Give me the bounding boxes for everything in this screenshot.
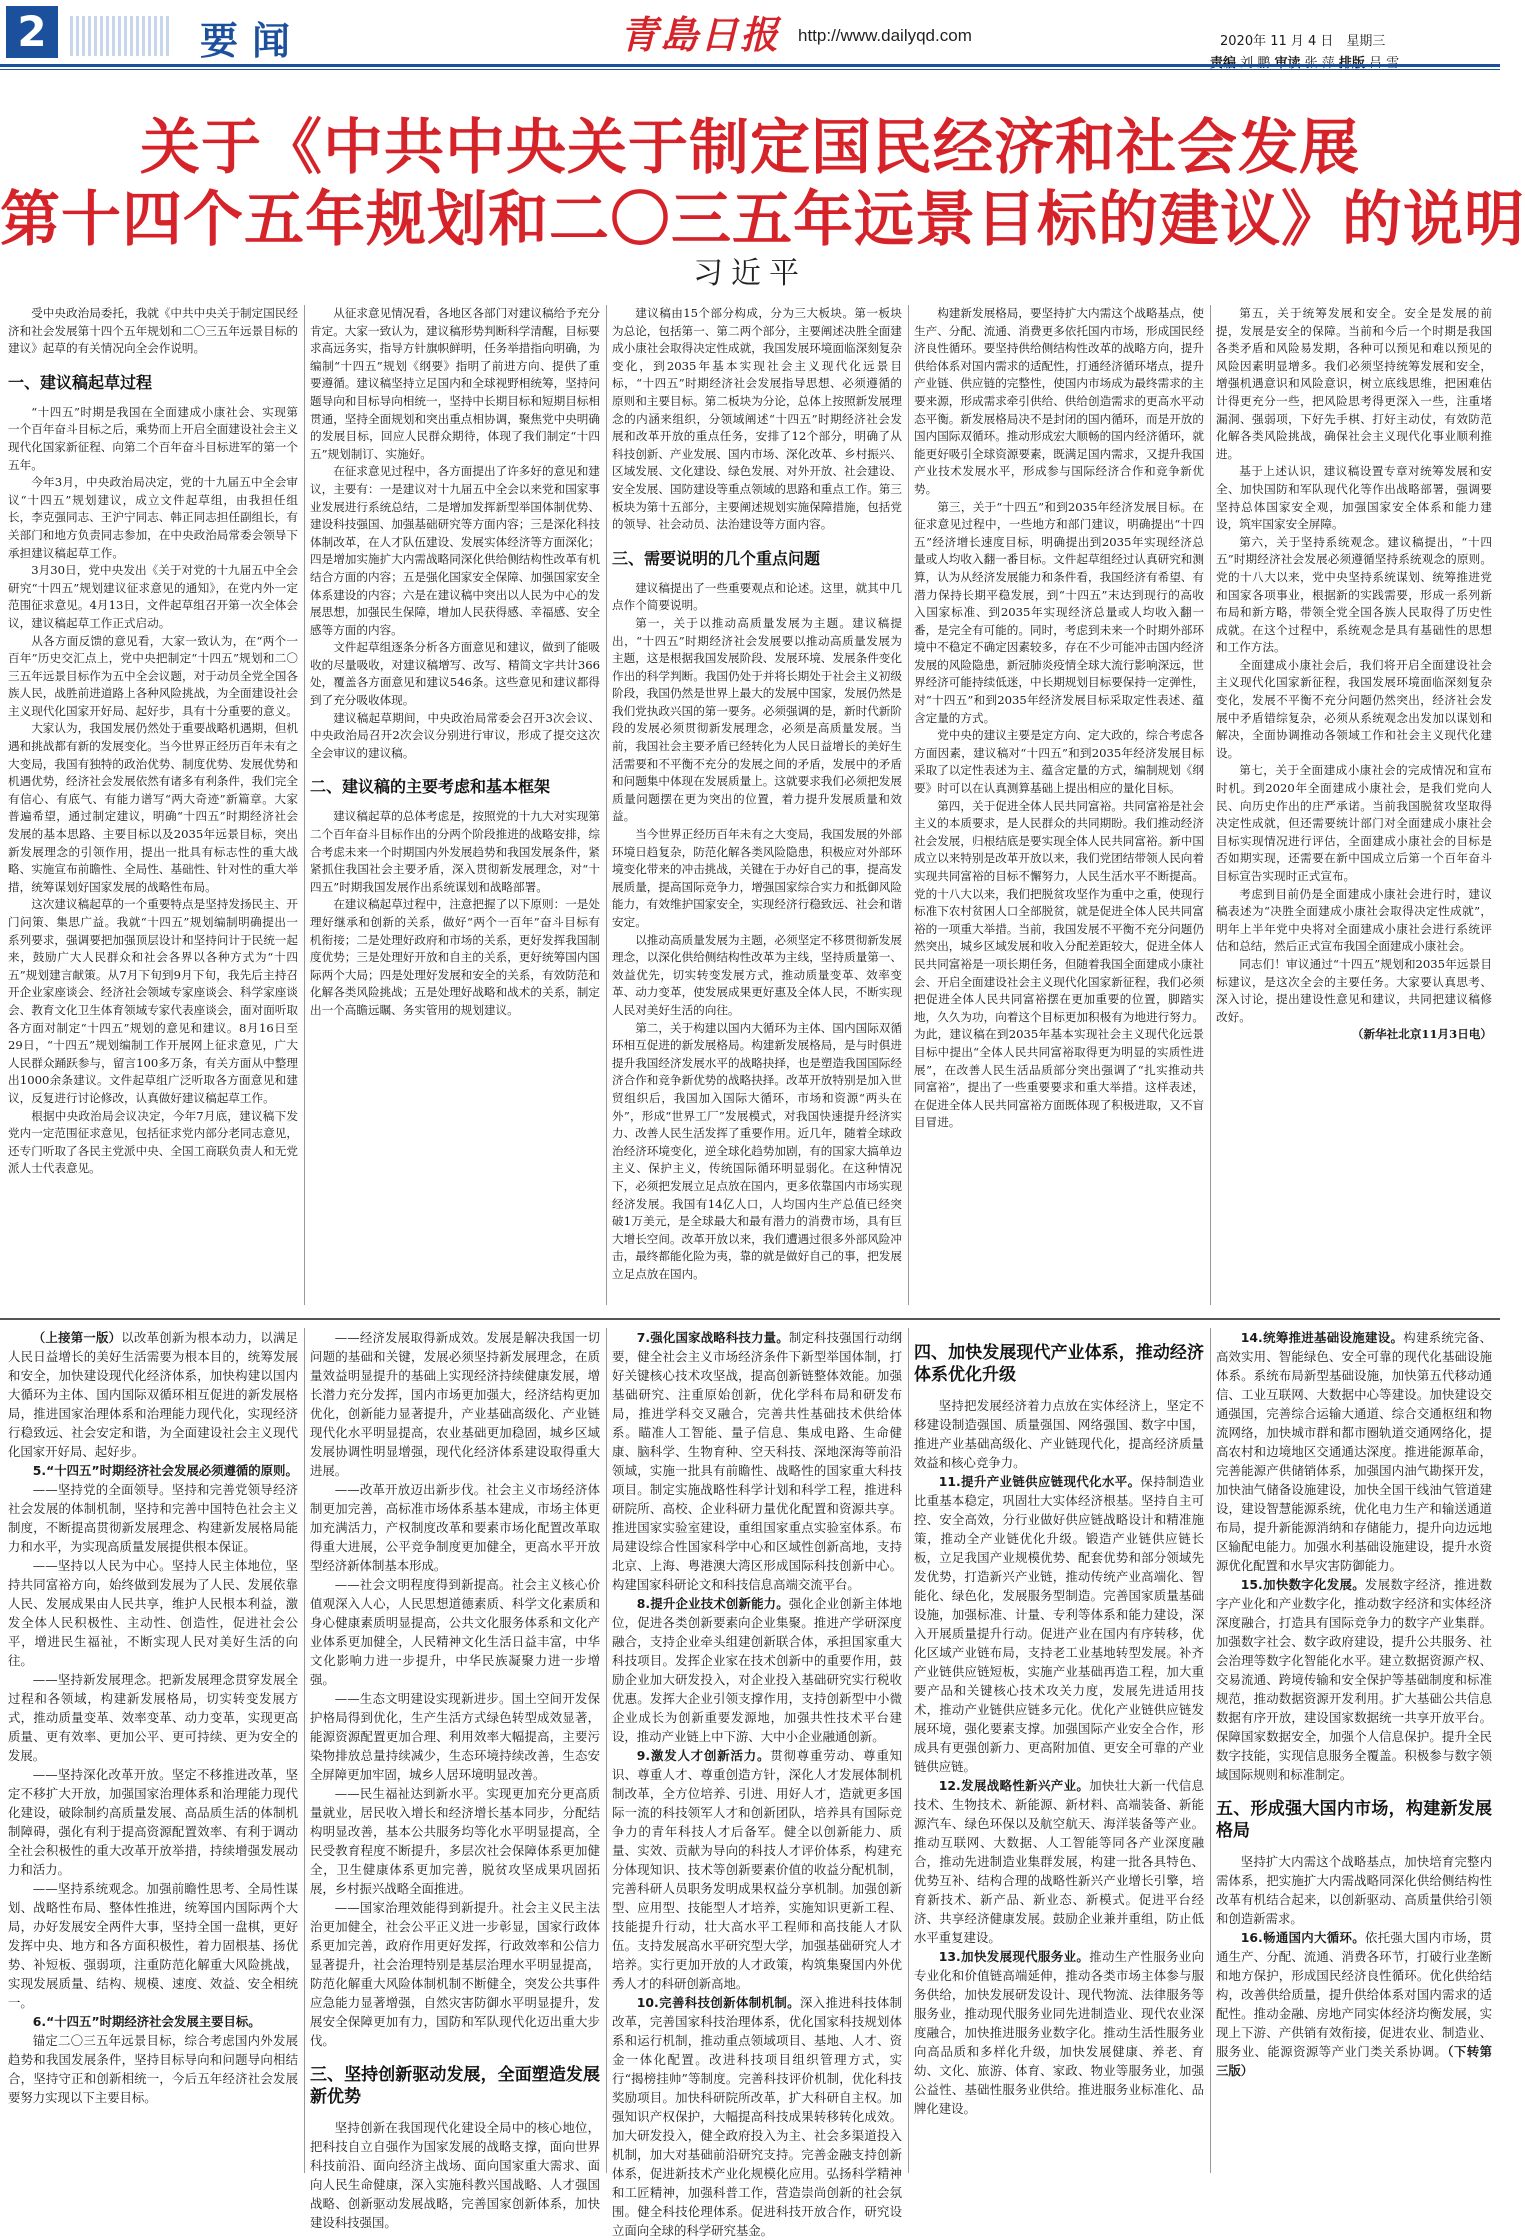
paragraph: 基于上述认识，建议稿设置专章对统筹发展和安全、加快国防和军队现代化等作出战略部署，强调要坚持总体国家安全观，加强国家安全体系和能力建设，筑牢国家安全屏障。 — [1216, 464, 1492, 532]
paragraph-text: 加快壮大新一代信息技术、生物技术、新能源、新材料、高端装备、新能源汽车、绿色环保以及航空航天、海洋装备等产业。推动互联网、大数据、人工智能等同各产业深度融合，推动先进制造业集群发展，构建一批各具特色、优势互补、结构合理的战略性新兴产业增长引擎，培育新技术、新产品、新业态、新模式。促进平台经济、共享经济健康发展。鼓励企业兼并重组，防止低水平重复建设。 — [914, 1778, 1204, 1945]
paragraph: ——坚持新发展理念。把新发展理念贯穿发展全过程和各领域，构建新发展格局，切实转变发展方式，推动质量变革、效率变革、动力变革，实现更高质量、更有效率、更加公平、更可持续、更为安全的发展。 — [8, 1672, 298, 1763]
section-heading: 四、加快发展现代产业体系，推动经济体系优化升级 — [914, 1343, 1204, 1385]
paragraph: 第一，关于以推动高质量发展为主题。建议稿提出，“十四五”时期经济社会发展要以推动高质量发展为主题，这是根据我国发展阶段、发展环境、发展条件变化作出的科学判断。我国仍处于并将长期处于社会主义初级阶段，我国仍然是世界上最大的发展中国家，发展仍然是我们党执政兴国的第一要务。必须强调的是，新时代新阶段的发展必须贯彻新发展理念，必须是高质量发展。当前，我国社会主要矛盾已经转化为人民日益增长的美好生活需要和不平衡不充分的发展之间的矛盾，发展中的矛盾和问题集中体现在发展质量上。这就要求我们必须把发展质量问题摆在更为突出的位置，着力提升发展质量和效益。 — [612, 615, 902, 824]
paragraph: 这次建议稿起草的一个重要特点是坚持发扬民主、开门问策、集思广益。我就“十四五”规划编制明确提出一系列要求，强调要把加强顶层设计和坚持问计于民统一起来，鼓励广大人民群众和社会各界以各种方式为“十四五”规划建言献策。从7月下旬到9月下旬，我先后主持召开企业家座谈会、经济社会领域专家座谈会、科学家座谈会、教育文化卫生体育领域专家代表座谈会，面对面听取各方面对制定“十四五”规划的意见和建议。8月16日至29日，“十四五”规划编制工作开展网上征求意见，广大人民群众踊跃参与，留言100多万条，有关方面从中整理出1000余条建议。文件起草组广泛听取各方面意见和建议，反复进行讨论修改，认真做好建议稿起草工作。 — [8, 897, 298, 1105]
column-divider — [304, 1328, 305, 2173]
newspaper-logo: 青島日报 — [620, 12, 781, 57]
paragraph: 大家认为，我国发展仍然处于重要战略机遇期，但机遇和挑战都有新的发展变化。当今世界正经历百年未有之大变局，我国有独特的政治优势、制度优势、发展优势和机遇优势，经济社会发展依然有诸多有利条件，我们完全有信心、有底气、有能力谱写“两大奇迹”新篇章。大家普遍希望，通过制定建议，明确“十四五”时期经济社会发展的基本思路、主要目标以及2035年远景目标，突出新发展理念的引领作用，提出一批具有标志性的重大战略、实施宣布前瞻性、全局性、基础性、针对性的重大举措，统筹谋划好国家发展的战略性布局。 — [8, 721, 298, 894]
newspaper-url[interactable]: http://www.dailyqd.com — [798, 26, 972, 45]
paragraph: 第七，关于全面建成小康社会的完成情况和宣布时机。到2020年全面建成小康社会，是我们党向人民、向历史作出的庄严承诺。当前我国脱贫攻坚取得决定性成就，但还需要统计部门对全面建成小康社会目标实现情况进行评估，全面建成小康社会的目标是否如期实现，还需要在新中国成立后第一个百年奋斗目标宣告实现时正式宣布。 — [1216, 763, 1492, 883]
paragraph-text: 贯彻尊重劳动、尊重知识、尊重人才、尊重创造方针，深化人才发展体制机制改革，全方位培养、引进、用好人才，造就更多国际一流的科技领军人才和创新团队，培养具有国际竞争力的青年科技人才后备军。健全以创新能力、质量、实效、贡献为导向的科技人才评价体系，构建充分体现知识、技术等创新要素价值的收益分配机制，完善科研人员职务发明成果权益分享机制。加强创新型、应用型、技能型人才培养，实施知识更新工程、技能提升行动，壮大高水平工程师和高技能人才队伍。支持发展高水平研究型大学，加强基础研究人才培养。实行更加开放的人才政策，构筑集聚国内外优秀人才的科研创新高地。 — [612, 1748, 902, 1991]
continuation-column-4 — [914, 1328, 1204, 2173]
column-divider — [908, 1328, 909, 2173]
paragraph: ——改革开放迈出新步伐。社会主义市场经济体制更加完善，高标准市场体系基本建成，市场主体更加充满活力，产权制度改革和要素市场化配置改革取得重大进展，公平竞争制度更加健全，更高水平开放型经济新体制基本形成。 — [310, 1482, 600, 1573]
article-column-2 — [310, 305, 600, 1305]
paragraph: 受中央政治局委托，我就《中共中央关于制定国民经济和社会发展第十四个五年规划和二〇三五年远景目标的建议》起草的有关情况向全会作说明。 — [8, 306, 298, 356]
paragraph: ——坚持党的全面领导。坚持和完善党领导经济社会发展的体制机制，坚持和完善中国特色社会主义制度，不断提高贯彻新发展理念、构建新发展格局能力和水平，为实现高质量发展提供根本保证。 — [8, 1482, 298, 1554]
paragraph — [612, 1594, 902, 1746]
paragraph: 3月30日，党中央发出《关于对党的十九届五中全会研究“十四五”规划建议征求意见的通知》，在党内外一定范围征求意见。4月13日，文件起草组召开第一次全体会议，建议稿起草工作正式启动。 — [8, 563, 298, 630]
section-title: 要闻 — [200, 19, 305, 63]
paragraph: 今年3月，中央政治局决定，党的十九届五中全会审议“十四五”规划建议，成立文件起草组，由我担任组长，李克强同志、王沪宁同志、韩正同志担任副组长，有关部门和地方负责同志参加，在中央政治局常委会领导下承担建议稿起草工作。 — [8, 475, 298, 560]
section-heading: 五、形成强大国内市场，构建新发展格局 — [1216, 1799, 1492, 1841]
subsection-label: 9.激发人才创新活力。 — [636, 1748, 771, 1763]
article-column-4 — [914, 305, 1204, 1305]
paragraph — [914, 1947, 1204, 2118]
section-heading: 二、建议稿的主要考虑和基本框架 — [310, 777, 551, 797]
paragraph: 建议稿提出了一些重要观点和论述。这里，就其中几点作个简要说明。 — [612, 580, 902, 613]
subsection-label: 8.提升企业技术创新能力。 — [636, 1596, 789, 1611]
paragraph: 文件起草组逐条分析各方面意见和建议，做到了能吸收的尽量吸收，对建议稿增写、改写、精简文字共计366处，覆盖各方面意见和建议546条。这些意见和建议都得到了充分吸收体现。 — [310, 640, 600, 708]
paragraph — [1216, 1328, 1492, 1575]
subsection-label: 6.“十四五”时期经济社会发展主要目标。 — [32, 2014, 261, 2029]
paragraph: 在建议稿起草过程中，注意把握了以下原则：一是处理好继承和创新的关系，做好“两个一百年”奋斗目标有机衔接；二是处理好政府和市场的关系，更好发挥我国制度优势；三是处理好开放和自主的关系，更好统筹国内国际两个大局；四是处理好发展和安全的关系，有效防范和化解各类风险挑战；五是处理好战略和战术的关系，制定出一个高瞻远瞩、务实管用的规划建议。 — [310, 897, 600, 1017]
section-heading: 一、建议稿起草过程 — [8, 372, 153, 392]
article-column-3 — [612, 305, 902, 1305]
column-divider — [1210, 1328, 1211, 2173]
subsection-label: 16.畅通国内大循环。 — [1240, 1930, 1365, 1945]
subsection-label: 7.强化国家战略科技力量。 — [636, 1330, 789, 1345]
article-column-5 — [1216, 305, 1492, 1305]
continued-from-label: （上接第一版） — [32, 1330, 122, 1345]
paragraph: 第三，关于“十四五”和到2035年经济发展目标。在征求意见过程中，一些地方和部门建议，明确提出“十四五”经济增长速度目标，明确提出到2035年实现经济总量或人均收入翻一番目标。文件起草组经过认真研究和测算，认为从经济发展能力和条件看，我国经济有希望、有潜力保持长期平稳发展，到“十四五”末达到现行的高收入国家标准、到2035年实现经济总量或人均收入翻一番，是完全有可能的。同时，考虑到未来一个时期外部环境中不稳定不确定因素较多，存在不少可能冲击国内经济发展的风险隐患，新冠肺炎疫情全球大流行影响深远，世界经济可能持续低迷，中长期规划目标要保持一定弹性，对“十四五”和到2035年经济发展目标采取定性表述、蕴含定量的方式。 — [914, 499, 1204, 725]
paragraph: 建议稿起草的总体考虑是，按照党的十九大对实现第二个百年奋斗目标作出的分两个阶段推进的战略安排，综合考虑未来一个时期国内外发展趋势和我国发展条件，紧紧抓住我国社会主要矛盾，深入贯彻新发展理念，对“十四五”时期我国发展作出系统谋划和战略部署。 — [310, 809, 600, 894]
article-title-line-1: 关于《中共中央关于制定国民经济和社会发展 — [140, 113, 1360, 183]
paragraph: 考虑到目前仍是全面建成小康社会进行时，建议稿表述为“决胜全面建成小康社会取得决定性成就”，明年上半年党中央将对全面建成小康社会进行系统评估和总结，然后正式宣布我国全面建成小康社会。 — [1216, 886, 1492, 954]
subsection-label: 14.统筹推进基础设施建设。 — [1240, 1330, 1404, 1345]
paragraph-text: 强化企业创新主体地位，促进各类创新要素向企业集聚。推进产学研深度融合，支持企业牵头组建创新联合体，承担国家重大科技项目。发挥企业家在技术创新中的重要作用，鼓励企业加大研发投入，对企业投入基础研究实行税收优惠。发挥大企业引领支撑作用，支持创新型中小微企业成长为创新重要发源地，加强共性技术平台建设，推动产业链上中下游、大中小企业融通创新。 — [612, 1596, 902, 1744]
paragraph: 同志们！审议通过“十四五”规划和2035年远景目标建议，是这次全会的主要任务。大家要认真思考、深入讨论，提出建设性意见和建议，共同把建议稿修改好。 — [1216, 956, 1492, 1024]
section-decoration — [70, 16, 170, 56]
issue-date: 2020年 11 月 4 日 星期三 — [1220, 34, 1386, 49]
paragraph: 锚定二〇三五年远景目标，综合考虑国内外发展趋势和我国发展条件，坚持目标导向和问题导向相结合，坚持守正和创新相统一，今后五年经济社会发展要努力实现以下主要目标。 — [8, 2033, 298, 2105]
paragraph: “十四五”时期是我国在全面建成小康社会、实现第一个百年奋斗目标之后，乘势而上开启全面建设社会主义现代化国家新征程、向第二个百年奋斗目标进军的第一个五年。 — [8, 404, 298, 472]
paragraph: 坚持创新在我国现代化建设全局中的核心地位，把科技自立自强作为国家发展的战略支撑，面向世界科技前沿、面向经济主战场、面向国家重大需求、面向人民生命健康，深入实施科教兴国战略、人才强国战略、创新驱动发展战略，完善国家创新体系，加快建设科技强国。 — [310, 2120, 600, 2230]
column-divider — [908, 305, 909, 1305]
paragraph: 从各方面反馈的意见看，大家一致认为，在“两个一百年”历史交汇点上，党中央把制定“十四五”规划和二〇三五年远景目标作为五中全会议题，对于动员全党全国各族人民，战胜前进道路上各种风险挑战，为全面建设社会主义现代化国家开好局、起好步，具有十分重要的意义。 — [8, 633, 298, 718]
article-author: 习近平 — [693, 256, 807, 291]
page-number: 2 — [6, 6, 58, 58]
paragraph: 第四，关于促进全体人民共同富裕。共同富裕是社会主义的本质要求，是人民群众的共同期盼。我们推动经济社会发展，归根结底是要实现全体人民共同富裕。新中国成立以来特别是改革开放以来，我们党团结带领人民向着实现共同富裕的目标不懈努力，人民生活水平不断提高。党的十八大以来，我们把脱贫攻坚作为重中之重，使现行标准下农村贫困人口全部脱贫，就是促进全体人民共同富裕的一项重大举措。当前，我国发展不平衡不充分问题仍然突出，城乡区域发展和收入分配差距较大，促进全体人民共同富裕是一项长期任务，但随着我国全面建成小康社会、开启全面建设社会主义现代化国家新征程，我们必须把促进全体人民共同富裕摆在更加重要的位置，脚踏实地，久久为功，向着这个目标更加积极有为地进行努力。为此，建议稿在到2035年基本实现社会主义现代化远景目标中提出“全体人民共同富裕取得更为明显的实质性进展”，在改善人民生活品质部分突出强调了“扎实推动共同富裕”，提出了一些重要要求和重大举措。这样表述，在促进全体人民共同富裕方面既体现了积极进取，又不盲目冒进。 — [914, 798, 1204, 1130]
section-heading: 三、坚持创新驱动发展，全面塑造发展新优势 — [310, 2065, 600, 2107]
paragraph: ——坚持系统观念。加强前瞻性思考、全局性谋划、战略性布局、整体性推进，统筹国内国际两个大局，办好发展安全两件大事，坚持全国一盘棋，更好发挥中央、地方和各方面积极性，着力固根基、扬优势、补短板、强弱项，注重防范化解重大风险挑战，实现发展质量、结构、规模、速度、效益、安全相统一。 — [8, 1881, 298, 2010]
article-column-1 — [8, 305, 298, 1305]
column-divider — [606, 305, 607, 1305]
paragraph-text: 制定科技强国行动纲要，健全社会主义市场经济条件下新型举国体制，打好关键核心技术攻坚战，提高创新链整体效能。加强基础研究、注重原始创新，优化学科布局和研发布局，推进学科交叉融合，完善共性基础技术供给体系。瞄准人工智能、量子信息、集成电路、生命健康、脑科学、生物育种、空天科技、深地深海等前沿领域，实施一批具有前瞻性、战略性的国家重大科技项目。制定实施战略性科学计划和科学工程，推进科研院所、高校、企业科研力量优化配置和资源共享。推进国家实验室建设，重组国家重点实验室体系。布局建设综合性国家科学中心和区域性创新高地，支持北京、上海、粤港澳大湾区形成国际科技创新中心。构建国家科研论文和科技信息高端交流平台。 — [612, 1330, 902, 1592]
paragraph — [1216, 1928, 1492, 2080]
paragraph: 根据中央政治局会议决定，今年7月底，建议稿下发党内一定范围征求意见，包括征求党内部分老同志意见，还专门听取了各民主党派中央、全国工商联负责人和无党派人士代表意见。 — [8, 1108, 298, 1176]
paragraph: 建议稿由15个部分构成，分为三大板块。第一板块为总论，包括第一、第二两个部分，主要阐述决胜全面建成小康社会取得决定性成就，我国发展环境面临深刻复杂变化，到2035年基本实现社会主义现代化远景目标，“十四五”时期经济社会发展指导思想、必须遵循的原则和主要目标。第二板块为分论，总体上按照新发展理念的内涵来组织，分领域阐述“十四五”时期经济社会发展和改革开放的重点任务，安排了12个部分，明确了从科技创新、产业发展、国内市场、深化改革、乡村振兴、区域发展、文化建设、绿色发展、对外开放、社会建设、安全发展、国防建设等重点领域的思路和重点工作。第三板块为第十五部分，主要阐述规划实施保障措施，包括党的领导、社会动员、法治建设等方面内容。 — [612, 306, 902, 532]
subsection-label: 5.“十四五”时期经济社会发展必须遵循的原则。 — [32, 1463, 298, 1478]
paragraph — [8, 1328, 298, 1461]
continued-on-label: （下转第三版） — [1216, 2044, 1492, 2078]
section-heading: 三、需要说明的几个重点问题 — [612, 548, 821, 568]
paragraph-text: 发展数字经济，推进数字产业化和产业数字化，推动数字经济和实体经济深度融合，打造具有国际竞争力的数字产业集群。加强数字社会、数字政府建设，提升公共服务、社会治理等数字化智能化水平。建立数据资源产权、交易流通、跨境传输和安全保护等基础制度和标准规范，推动数据资源开发利用。扩大基础公共信息数据有序开放，建设国家数据统一共享开放平台。保障国家数据安全，加强个人信息保护。提升全民数字技能，实现信息服务全覆盖。积极参与数字领域国际规则和标准制定。 — [1216, 1577, 1492, 1782]
column-divider — [1210, 305, 1211, 1305]
paragraph: ——经济发展取得新成效。发展是解决我国一切问题的基础和关键，发展必须坚持新发展理念，在质量效益明显提升的基础上实现经济持续健康发展，增长潜力充分发挥，国内市场更加强大，经济结构更加优化，创新能力显著提升，产业基础高级化、产业链现代化水平明显提高，农业基础更加稳固，城乡区域发展协调性明显增强，现代化经济体系建设取得重大进展。 — [310, 1330, 600, 1478]
column-divider — [304, 305, 305, 1305]
paragraph: 全面建成小康社会后，我们将开启全面建设社会主义现代化国家新征程，我国发展环境面临深刻复杂变化，发展不平衡不充分问题仍然突出，经济社会发展中矛盾错综复杂，必须从系统观念出发加以谋划和解决，全面协调推动各领域工作和社会主义现代化建设。 — [1216, 657, 1492, 760]
paragraph: ——社会文明程度得到新提高。社会主义核心价值观深入人心，人民思想道德素质、科学文化素质和身心健康素质明显提高，公共文化服务体系和文化产业体系更加健全，人民精神文化生活日益丰富，中华文化影响力进一步提升，中华民族凝聚力进一步增强。 — [310, 1577, 600, 1687]
paragraph: ——生态文明建设实现新进步。国土空间开发保护格局得到优化，生产生活方式绿色转型成效显著，能源资源配置更加合理、利用效率大幅提高，主要污染物排放总量持续减少，生态环境持续改善，生态安全屏障更加牢固，城乡人居环境明显改善。 — [310, 1691, 600, 1782]
subsection-label: 11.提升产业链供应链现代化水平。 — [938, 1474, 1141, 1489]
subsection-label: 10.完善科技创新体制机制。 — [636, 1995, 800, 2010]
continuation-column-1 — [8, 1328, 298, 2173]
paragraph: 建议稿起草期间，中央政治局常委会召开3次会议、中央政治局召开2次会议分别进行审议，形成了提交这次全会审议的建议稿。 — [310, 710, 600, 760]
paragraph — [914, 1472, 1204, 1776]
paragraph: 构建新发展格局，要坚持扩大内需这个战略基点，使生产、分配、流通、消费更多依托国内市场，形成国民经济良性循环。要坚持供给侧结构性改革的战略方向，提升供给体系对国内需求的适配性，打通经济循环堵点，提升产业链、供应链的完整性，使国内市场成为最终需求的主要来源，形成需求牵引供给、供给创造需求的更高水平动态平衡。新发展格局决不是封闭的国内循环，而是开放的国内国际双循环。推动形成宏大顺畅的国内经济循环，就能更好吸引全球资源要素，既满足国内需求，又提升我国产业技术发展水平，形成参与国际经济合作和竞争新优势。 — [914, 306, 1204, 496]
paragraph: 第六，关于坚持系统观念。建议稿提出，“十四五”时期经济社会发展必须遵循坚持系统观念的原则。党的十八大以来，党中央坚持系统谋划、统筹推进党和国家各项事业，根据新的实践需要，形成一系列新布局和新方略，带领全党全国各族人民取得了历史性成就。在这个过程中，系统观念是具有基础性的思想和工作方法。 — [1216, 534, 1492, 655]
paragraph — [914, 1776, 1204, 1947]
paragraph — [1216, 1575, 1492, 1784]
paragraph — [612, 1746, 902, 1993]
section-separator — [0, 1318, 1500, 1320]
subsection-label: 13.加快发展现代服务业。 — [938, 1949, 1090, 1964]
article-signoff: （新华社北京11月3日电） — [1351, 1027, 1492, 1042]
paragraph-text: 保持制造业比重基本稳定，巩固壮大实体经济根基。坚持自主可控、安全高效，分行业做好供应链战略设计和精准施策，推动全产业链优化升级。锻造产业链供应链长板，立足我国产业规模优势、配套优势和部分领域先发优势，打造新兴产业链，推动传统产业高端化、智能化、绿色化，发展服务型制造。完善国家质量基础设施，加强标准、计量、专利等体系和能力建设，深入开展质量提升行动。促进产业在国内有序转移，优化区域产业链布局，支持老工业基地转型发展。补齐产业链供应链短板，实施产业基础再造工程，加大重要产品和关键核心技术攻关力度，发展先进适用技术，推动产业链供应链多元化。优化产业链供应链发展环境，强化要素支撑。加强国际产业安全合作，形成具有更强创新力、更高附加值、更安全可靠的产业链供应链。 — [914, 1474, 1205, 1774]
paragraph: ——民生福祉达到新水平。实现更加充分更高质量就业，居民收入增长和经济增长基本同步，分配结构明显改善，基本公共服务均等化水平明显提高，全民受教育程度不断提升，多层次社会保障体系更加健全，卫生健康体系更加完善，脱贫攻坚成果巩固拓展，乡村振兴战略全面推进。 — [310, 1786, 600, 1896]
paragraph — [612, 1993, 902, 2240]
header-rule-thin — [0, 69, 1500, 70]
paragraph — [612, 1328, 902, 1594]
paragraph-text: 推动生产性服务业向专业化和价值链高端延伸，推动各类市场主体参与服务供给，加快发展研发设计、现代物流、法律服务等服务业，推动现代服务业同先进制造业、现代农业深度融合，加快推进服务业数字化。推动生活性服务业向高品质和多样化升级，加快发展健康、养老、育幼、文化、旅游、体育、家政、物业等服务业，加强公益性、基础性服务业供给。推进服务业标准化、品牌化建设。 — [914, 1949, 1204, 2116]
continuation-column-3 — [612, 1328, 903, 2238]
continuation-column-2 — [310, 1328, 600, 2230]
paragraph: 第二，关于构建以国内大循环为主体、国内国际双循环相互促进的新发展格局。构建新发展格局，是与时俱进提升我国经济发展水平的战略抉择，也是塑造我国国际经济合作和竞争新优势的战略抉择。改革开放特别是加入世贸组织后，我国加入国际大循环，市场和资源“两头在外”，形成“世界工厂”发展模式，对我国快速提升经济实力、改善人民生活发挥了重要作用。近几年，随着全球政治经济环境变化，逆全球化趋势加剧，有的国家大搞单边主义、保护主义，传统国际循环明显弱化。在这种情况下，必须把发展立足点放在国内，更多依靠国内市场实现经济发展。我国有14亿人口，人均国内生产总值已经突破1万美元，是全球最大和最有潜力的消费市场，具有巨大增长空间。改革开放以来，我们遭遇过很多外部风险冲击，最终都能化险为夷，靠的就是做好自己的事，把发展立足点放在国内。 — [612, 1020, 902, 1281]
paragraph: 党中央的建议主要是定方向、定大政的，综合考虑各方面因素，建议稿对“十四五”和到2035年经济发展目标采取了以定性表述为主、蕴含定量的方式，编制规划《纲要》时可以在认真测算基础上提出相应的量化目标。 — [914, 728, 1204, 796]
subsection-label: 15.加快数字化发展。 — [1240, 1577, 1365, 1592]
paragraph: 第五，关于统筹发展和安全。安全是发展的前提，发展是安全的保障。当前和今后一个时期是我国各类矛盾和风险易发期，各种可以预见和难以预见的风险因素明显增多。我们必须坚持统筹发展和安全，增强机遇意识和风险意识，树立底线思维，把困难估计得更充分一些，把风险思考得更深入一些，注重堵漏洞、强弱项，下好先手棋、打好主动仗，有效防范化解各类风险挑战，确保社会主义现代化事业顺利推进。 — [1216, 306, 1492, 461]
column-divider — [606, 1328, 607, 2173]
subsection-label: 12.发展战略性新兴产业。 — [938, 1778, 1090, 1793]
paragraph-text: 构建系统完备、高效实用、智能绿色、安全可靠的现代化基础设施体系。系统布局新型基础设施，加快第五代移动通信、工业互联网、大数据中心等建设。加快建设交通强国，完善综合运输大通道、综合交通枢纽和物流网络，加快城市群和都市圈轨道交通网络化，提高农村和边境地区交通通达深度。推进能源革命，完善能源产供储销体系，加强国内油气勘探开发，加快油气储备设施建设，加快全国干线油气管道建设，建设智慧能源系统，优化电力生产和输送通道布局，提升新能源消纳和存储能力，提升向边远地区输配电能力。加强水利基础设施建设，提升水资源优化配置和水旱灾害防御能力。 — [1216, 1330, 1493, 1573]
paragraph: ——坚持深化改革开放。坚定不移推进改革，坚定不移扩大开放，加强国家治理体系和治理能力现代化建设，破除制约高质量发展、高品质生活的体制机制障碍，强化有利于提高资源配置效率、有利于调动全社会积极性的重大改革开放举措，持续增强发展动力和活力。 — [8, 1767, 298, 1877]
paragraph-text: 深入推进科技体制改革，完善国家科技治理体系，优化国家科技规划体系和运行机制，推动重点领域项目、基地、人才、资金一体化配置。改进科技项目组织管理方式，实行“揭榜挂帅”等制度。完善科技评价机制，优化科技奖励项目。加快科研院所改革，扩大科研自主权。加强知识产权保护，大幅提高科技成果转移转化成效。加大研发投入，健全政府投入为主、社会多渠道投入机制，加大对基础前沿研究支持。完善金融支持创新体系，促进新技术产业化规模化应用。弘扬科学精神和工匠精神，加强科普工作，营造崇尚创新的社会氛围。健全科技伦理体系。促进科技开放合作，研究设立面向全球的科学研究基金。 — [612, 1995, 903, 2238]
paragraph-text: 以改革创新为根本动力，以满足人民日益增长的美好生活需要为根本目的，统筹发展和安全，加快建设现代化经济体系，加快构建以国内大循环为主体、国内国际双循环相互促进的新发展格局，推进国家治理体系和治理能力现代化，实现经济行稳致远、社会安定和谐，为全面建设社会主义现代化国家开好局、起好步。 — [8, 1330, 298, 1459]
paragraph: 坚持扩大内需这个战略基点，加快培育完整内需体系，把实施扩大内需战略同深化供给侧结构性改革有机结合起来，以创新驱动、高质量供给引领和创造新需求。 — [1216, 1854, 1492, 1926]
paragraph: ——国家治理效能得到新提升。社会主义民主法治更加健全，社会公平正义进一步彰显，国家行政体系更加完善，政府作用更好发挥，行政效率和公信力显著提升，社会治理特别是基层治理水平明显提高，防范化解重大风险体制机制不断健全，突发公共事件应急能力显著增强，自然灾害防御水平明显提升，发展安全保障更加有力，国防和军队现代化迈出重大步伐。 — [310, 1900, 600, 2048]
article-title-line-2: 第十四个五年规划和二〇三五年远景目标的建议》的说明 — [0, 185, 1525, 255]
paragraph: 坚持把发展经济着力点放在实体经济上，坚定不移建设制造强国、质量强国、网络强国、数字中国，推进产业基础高级化、产业链现代化，提高经济质量效益和核心竞争力。 — [914, 1398, 1204, 1470]
paragraph: 从征求意见情况看，各地区各部门对建议稿给予充分肯定。大家一致认为，建议稿形势判断科学清醒，目标要求高远务实，指导方针旗帜鲜明，任务举措指向明确，为编制“十四五”规划《纲要》指明了前进方向、提供了重要遵循。建议稿坚持立足国内和全球视野相统筹，坚持问题导向和目标导向相统一，坚持中长期目标和短期目标相贯通，坚持全面规划和突出重点相协调，聚焦党中央明确的发展目标，回应人民群众期待，体现了我们制定“十四五”规划制订、实施好。 — [310, 306, 600, 461]
paragraph: ——坚持以人民为中心。坚持人民主体地位，坚持共同富裕方向，始终做到发展为了人民、发展依靠人民、发展成果由人民共享，维护人民根本利益，激发全体人民积极性、主动性、创造性，促进社会公平，增进民生福祉，不断实现人民对美好生活的向往。 — [8, 1558, 298, 1668]
paragraph: 当今世界正经历百年未有之大变局，我国发展的外部环境日趋复杂，防范化解各类风险隐患，积极应对外部环境变化带来的冲击挑战，关键在于办好自己的事，提高发展质量，提高国际竞争力，增强国家综合实力和抵御风险能力，有效维护国家安全，实现经济行稳致远、社会和谐安定。 — [612, 827, 902, 929]
header-rule — [0, 64, 1500, 67]
continuation-column-5 — [1216, 1328, 1492, 2173]
paragraph-text: 依托强大国内市场，贯通生产、分配、流通、消费各环节，打破行业垄断和地方保护，形成国民经济良性循环。优化供给结构，改善供给质量，提升供给体系对国内需求的适配性。推动金融、房地产同实体经济均衡发展，实现上下游、产供销有效衔接，促进农业、制造业、服务业、能源资源等产业门类关系协调。 — [1216, 1930, 1492, 2059]
paragraph: 在征求意见过程中，各方面提出了许多好的意见和建议，主要有：一是建议对十九届五中全会以来党和国家事业发展进行系统总结，二是增加发挥新型举国体制优势、建设科技强国、加强基础研究等方面内容；三是深化科技体制改革，在人才队伍建设、发展实体经济等方面深化；四是增加实施扩大内需战略同深化供给侧结构性改革有机结合方面的内容；五是强化国家安全保障、加强国家安全体系建设的内容；六是在建议稿中突出以人民为中心的发展思想，加强民生保障，增加人民获得感、幸福感、安全感等方面的内容。 — [310, 464, 600, 637]
paragraph: 以推动高质量发展为主题，必须坚定不移贯彻新发展理念，以深化供给侧结构性改革为主线，坚持质量第一、效益优先，切实转变发展方式，推动质量变革、效率变革、动力变革，使发展成果更好惠及全体人民，不断实现人民对美好生活的向往。 — [612, 932, 902, 1017]
